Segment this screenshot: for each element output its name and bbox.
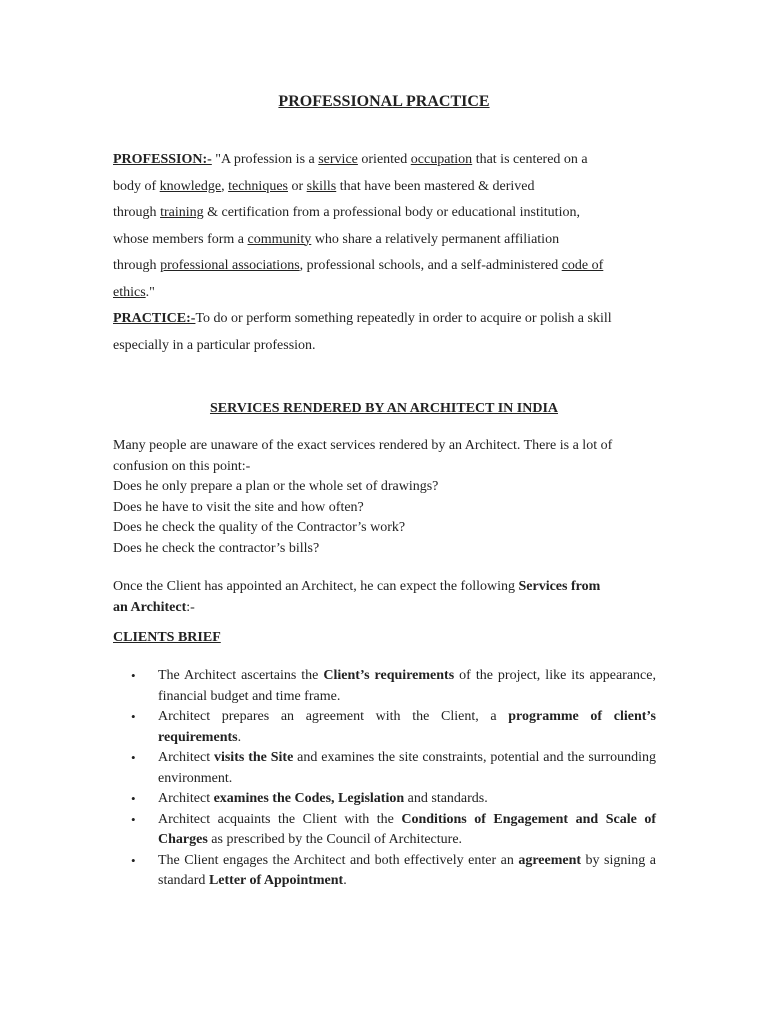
list-item bbox=[131, 748, 656, 789]
services-heading: SERVICES RENDERED BY AN ARCHITECT IN INDIA bbox=[209, 401, 559, 416]
profession-line-6 bbox=[113, 280, 673, 307]
bold-term: agreement bbox=[518, 852, 582, 868]
text-run: & certification from a professional body or educational institution, bbox=[203, 205, 580, 220]
text-run: Architect acquaints the Client with the bbox=[158, 811, 402, 827]
text-run: that is centered on a bbox=[472, 152, 588, 167]
profession-line-5 bbox=[113, 253, 673, 280]
text-run: especially in a particular profession. bbox=[113, 337, 316, 353]
question-line: Does he have to visit the site and how often? bbox=[113, 499, 364, 515]
profession-line-1 bbox=[113, 147, 673, 174]
services-from-bold: Services from bbox=[518, 579, 601, 594]
text-run: Architect prepares an agreement with the Client, a bbox=[158, 709, 509, 724]
text-run: as prescribed by the Council of Architecture. bbox=[207, 832, 463, 847]
list-item bbox=[131, 666, 656, 707]
profession-label: PROFESSION:- bbox=[113, 152, 212, 167]
question-line: Does he only prepare a plan or the whole set of drawings? bbox=[113, 479, 439, 494]
profession-line-2 bbox=[113, 174, 673, 201]
services-intro bbox=[113, 436, 658, 559]
term-skills: skills bbox=[306, 178, 337, 194]
text-run: "A profession is a bbox=[211, 152, 319, 167]
text-run: of the project, like its appearance, financial budget and time frame. bbox=[158, 668, 656, 704]
text-run: . bbox=[237, 729, 242, 745]
text-run: ." bbox=[145, 284, 155, 300]
term-occupation: occupation bbox=[410, 152, 473, 167]
profession-line-4 bbox=[113, 227, 673, 254]
list-item bbox=[131, 810, 656, 851]
text-run: , professional schools, and a self-administered bbox=[299, 258, 562, 273]
term-code-of-ethics: code of bbox=[561, 258, 604, 273]
bold-term: visits the Site bbox=[213, 750, 294, 765]
text-run: To do or perform something repeatedly in order to acquire or polish a skill bbox=[195, 311, 612, 326]
term-professional-associations: professional associations bbox=[160, 258, 300, 273]
bold-term: examines the Codes, Legislation bbox=[213, 791, 405, 806]
term-service: service bbox=[318, 152, 358, 167]
text-run: through bbox=[113, 205, 161, 220]
profession-definition bbox=[113, 147, 673, 359]
profession-line-3 bbox=[113, 200, 673, 227]
question-line: Does he check the contractor’s bills? bbox=[113, 540, 320, 556]
text-run: whose members form a bbox=[113, 231, 248, 247]
text-run: body of bbox=[113, 178, 160, 194]
bullet-icon: • bbox=[131, 791, 136, 806]
intro-line: Many people are unaware of the exact services rendered by an Architect. There is a lot of bbox=[113, 438, 613, 453]
bold-term: Conditions of Engagement and Scale of Charges bbox=[158, 811, 656, 847]
text-run: that have been mastered & derived bbox=[336, 178, 535, 194]
practice-label: PRACTICE:- bbox=[113, 311, 196, 326]
client-paragraph bbox=[113, 577, 658, 618]
text-run: , bbox=[221, 178, 229, 194]
text-run: Architect bbox=[158, 750, 214, 765]
text-run: or bbox=[287, 178, 307, 194]
bold-term: Letter of Appointment bbox=[208, 873, 344, 888]
bold-term: Client’s requirements bbox=[323, 668, 455, 683]
bullet-icon: • bbox=[131, 750, 136, 765]
term-community: community bbox=[247, 231, 312, 247]
bold-term: programme of client’s requirements bbox=[158, 709, 656, 745]
practice-line-1 bbox=[113, 306, 673, 333]
text-run: through bbox=[113, 258, 161, 273]
clients-brief-heading: CLIENTS BRIEF bbox=[113, 630, 221, 645]
term-knowledge: knowledge bbox=[159, 178, 222, 194]
text-run: who share a relatively permanent affiliation bbox=[311, 231, 560, 247]
text-run: oriented bbox=[357, 152, 411, 167]
text-run: . bbox=[343, 873, 347, 888]
text-run: Once the Client has appointed an Architect, he can expect the following bbox=[113, 579, 519, 594]
text-run: The Client engages the Architect and both effectively enter an bbox=[158, 852, 519, 868]
bullet-icon: • bbox=[131, 852, 136, 868]
question-line: Does he check the quality of the Contractor’s work? bbox=[113, 520, 406, 535]
text-run: Architect bbox=[158, 791, 214, 806]
text-run: :- bbox=[186, 599, 195, 615]
bullet-icon: • bbox=[131, 811, 136, 827]
list-item bbox=[131, 789, 656, 810]
term-ethics: ethics bbox=[113, 284, 146, 300]
list-item bbox=[131, 707, 656, 748]
bullet-icon: • bbox=[131, 668, 136, 683]
text-run: and standards. bbox=[404, 791, 488, 806]
clients-brief-list bbox=[131, 666, 656, 892]
text-run: by signing a standard bbox=[158, 852, 656, 888]
text-run: The Architect ascertains the bbox=[158, 668, 324, 683]
page-title: PROFESSIONAL PRACTICE bbox=[278, 93, 490, 110]
intro-line: confusion on this point:- bbox=[113, 458, 251, 474]
term-techniques: techniques bbox=[228, 178, 288, 194]
bullet-icon: • bbox=[131, 709, 136, 724]
an-architect-bold: an Architect bbox=[113, 599, 187, 615]
practice-line-2 bbox=[113, 333, 673, 360]
term-training: training bbox=[160, 205, 204, 220]
text-run: and examines the site constraints, potential and the surrounding environment. bbox=[158, 750, 656, 786]
list-item bbox=[131, 851, 656, 892]
